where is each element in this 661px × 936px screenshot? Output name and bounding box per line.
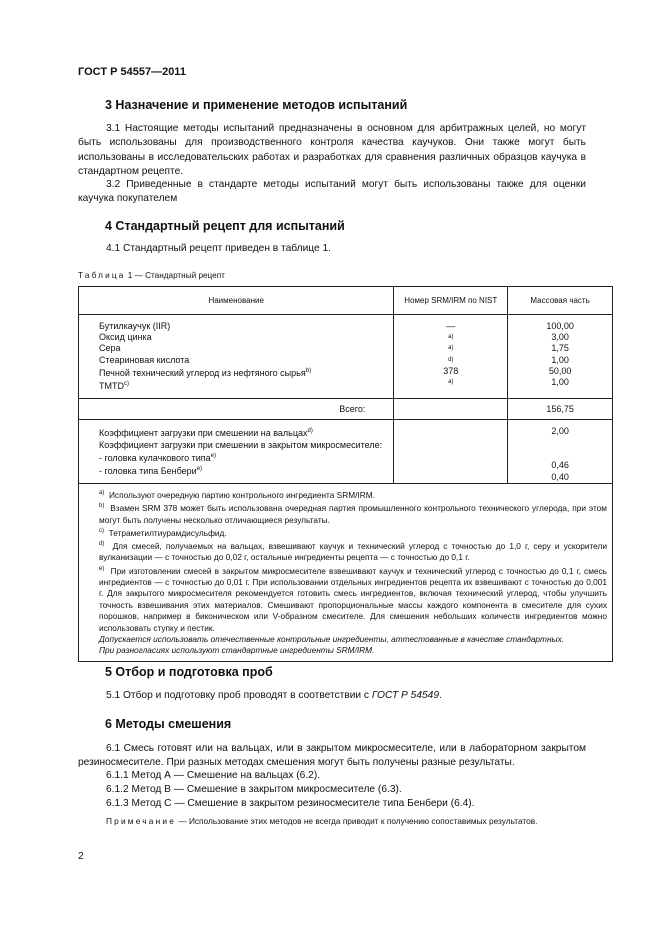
total-label: Всего: <box>79 399 394 420</box>
mass-value: 1,00 <box>551 377 569 388</box>
nist-value: d) <box>448 356 454 363</box>
nist-value: — <box>446 321 456 331</box>
load-factor-values <box>508 420 613 484</box>
load-roll-label: Коэффициент загрузки при смешении на вальцах$^{d)}$ <box>99 428 313 439</box>
cam-value: 0,46 <box>551 460 569 471</box>
gost-reference: ГОСТ Р 54549 <box>371 690 439 701</box>
nist-value: а) <box>448 334 454 341</box>
total-value: 156,75 <box>508 399 613 420</box>
section-4-paragraph-1: 4.1 Стандартный рецепт приведен в таблице 1. <box>106 243 331 254</box>
nist-value: а) <box>448 379 454 386</box>
ingredients-row <box>79 315 613 399</box>
section-6-title: 6 Методы смешения <box>105 717 232 731</box>
section-6-paragraph-1: 6.1 Смесь готовят или на вальцах, или в закрытом микросмесителе, или в лабораторном закрытом резиносмесителе. При разных методах смешения могут быть получены разные результаты. <box>78 743 586 769</box>
ingredients-mass <box>508 315 613 399</box>
section-4-title: 4 Стандартный рецепт для испытаний <box>105 219 345 233</box>
ingredients-names <box>79 315 394 399</box>
header-name: Наименование <box>79 287 394 315</box>
page-number: 2 <box>78 851 84 862</box>
nist-value: 378 <box>443 365 459 376</box>
section-3-paragraph-2: 3.2 Приведенные в стандарте методы испытаний могут быть использованы также для оценки каучука покупателем <box>78 179 586 205</box>
mass-value: 100,00 <box>546 321 574 331</box>
note-text: — Использование этих методов не всегда приводит к получению сопоставимых результатов. <box>178 816 538 826</box>
table-note-italic: Допускается использовать отечественные контрольные ингредиенты, аттестованные в качестве стандартных. <box>99 633 565 644</box>
table-caption-rest: 1 — Стандартный рецепт <box>127 271 225 280</box>
load-factor-labels <box>79 420 394 484</box>
method-b: 6.1.2 Метод В — Смешение в закрытом микросмесителе (6.3). <box>106 784 402 795</box>
recipe-table <box>78 286 613 662</box>
section-5-paragraph-1: 5.1 Отбор и подготовку проб проводят в соответствии с ГОСТ Р 54549. <box>106 690 442 701</box>
header-nist: Номер SRM/IRM по NIST <box>394 287 508 315</box>
table-footnote: $^{b)}$ Взамен SRM 378 может быть использована очередная партия промышленного контрольного технического углерода, при этом могут быть получены несколько отличающиеся результаты. <box>99 503 607 525</box>
section-5-title: 5 Отбор и подготовка проб <box>105 665 273 679</box>
banbury-label: - головка типа Бенбери$^{e)}$ <box>99 466 203 477</box>
section-3-title: 3 Назначение и применение методов испытаний <box>105 98 408 112</box>
table-notes <box>79 484 613 662</box>
section-3-paragraph-1: 3.1 Настоящие методы испытаний предназначены в основном для арбитражных целей, но могут быть использованы для производственного контроля качества каучуков. Они также могут быть использованы в исследовательских работах и разработках для сравнения различных образцов каучука в стандартном рецепте. <box>78 123 586 177</box>
method-c: 6.1.3 Метод С — Смешение в закрытом резиносмесителе типа Бенбери (6.4). <box>106 798 475 809</box>
header-mass: Массовая часть <box>508 287 613 315</box>
table-note-italic: При разногласиях используют стандартные ингредиенты SRM/IRM. <box>99 645 375 656</box>
ingredient-name: Сера <box>99 343 121 354</box>
section-6-note <box>78 815 586 827</box>
banbury-value: 0,40 <box>551 471 569 482</box>
notes-row <box>79 484 613 662</box>
table-footnote: $^{а)}$ Используют очередную партию контрольного ингредиента SRM/IRM. <box>99 490 375 501</box>
note-label: Примечание <box>106 816 177 826</box>
ingredient-name: Стеариновая кислота <box>99 354 190 365</box>
mass-value: 1,00 <box>551 354 569 365</box>
mass-value: 1,75 <box>551 343 569 354</box>
method-a: 6.1.1 Метод А — Смешение на вальцах (6.2). <box>106 770 321 781</box>
mass-value: 50,00 <box>548 365 572 376</box>
load-mixer-label: Коэффициент загрузки при смешении в закрытом микросмесителе: <box>99 439 383 450</box>
total-empty <box>394 399 508 420</box>
table-footnote: $^{е)}$ При изготовлении смесей в закрытом микросмесителе взвешивают каучук и технический углерод с точностью до 0,1 г, смесь ингредиентов — с точностью до 0,01 г. При использовании отдельных ингредиентов рецепта их взвешивают с точностью до 0,001 г. Для закрытого микросмесителя рекомендуется готовить смесь ингредиентов, включая технический углерод, чтобы улучшить точность взвешивания этих материалов. Смешивают пропорциональные массы каждого компонента в смесителе для сухих порошков, например в биконическом или V-образном смесителе. Для смешения небольших количеств ингредиентов можно использовать ступку и пестик. <box>99 565 607 633</box>
load-roll-value: 2,00 <box>551 426 569 437</box>
ingredient-name-with-mark: ТМТD$^{c)}$ <box>99 381 129 392</box>
document-header: ГОСТ Р 54557—2011 <box>78 66 186 78</box>
total-row <box>79 399 613 420</box>
ingredient-name: Оксид цинка <box>99 332 152 343</box>
load-factor-empty <box>394 420 508 484</box>
ingredient-name-with-mark: Печной технический углерод из нефтяного сырья$^{b)}$ <box>99 367 312 378</box>
table-footnote: $^{d)}$ Для смесей, получаемых на вальцах, взвешивают каучук и технический углерод с точностью до 1,0 г, серу и ускорители вулканизации — с точностью до 0,02 г, остальные ингредиенты рецепта — с точностью до 0,1 г. <box>99 540 607 563</box>
ingredients-nist <box>394 315 508 399</box>
mass-value: 3,00 <box>551 332 569 343</box>
cam-label: - головка кулачкового типа$^{e)}$ <box>99 453 216 464</box>
load-factor-row <box>79 420 613 484</box>
nist-value: а) <box>448 345 454 352</box>
table-caption <box>78 271 225 280</box>
table-caption-prefix: Таблица <box>78 271 126 280</box>
ingredient-name: Бутилкаучук (IIR) <box>99 321 171 331</box>
table-footnote: $^{c)}$ Тетраметилтиурамдисульфид. <box>99 527 227 538</box>
table-header-row <box>79 287 613 315</box>
